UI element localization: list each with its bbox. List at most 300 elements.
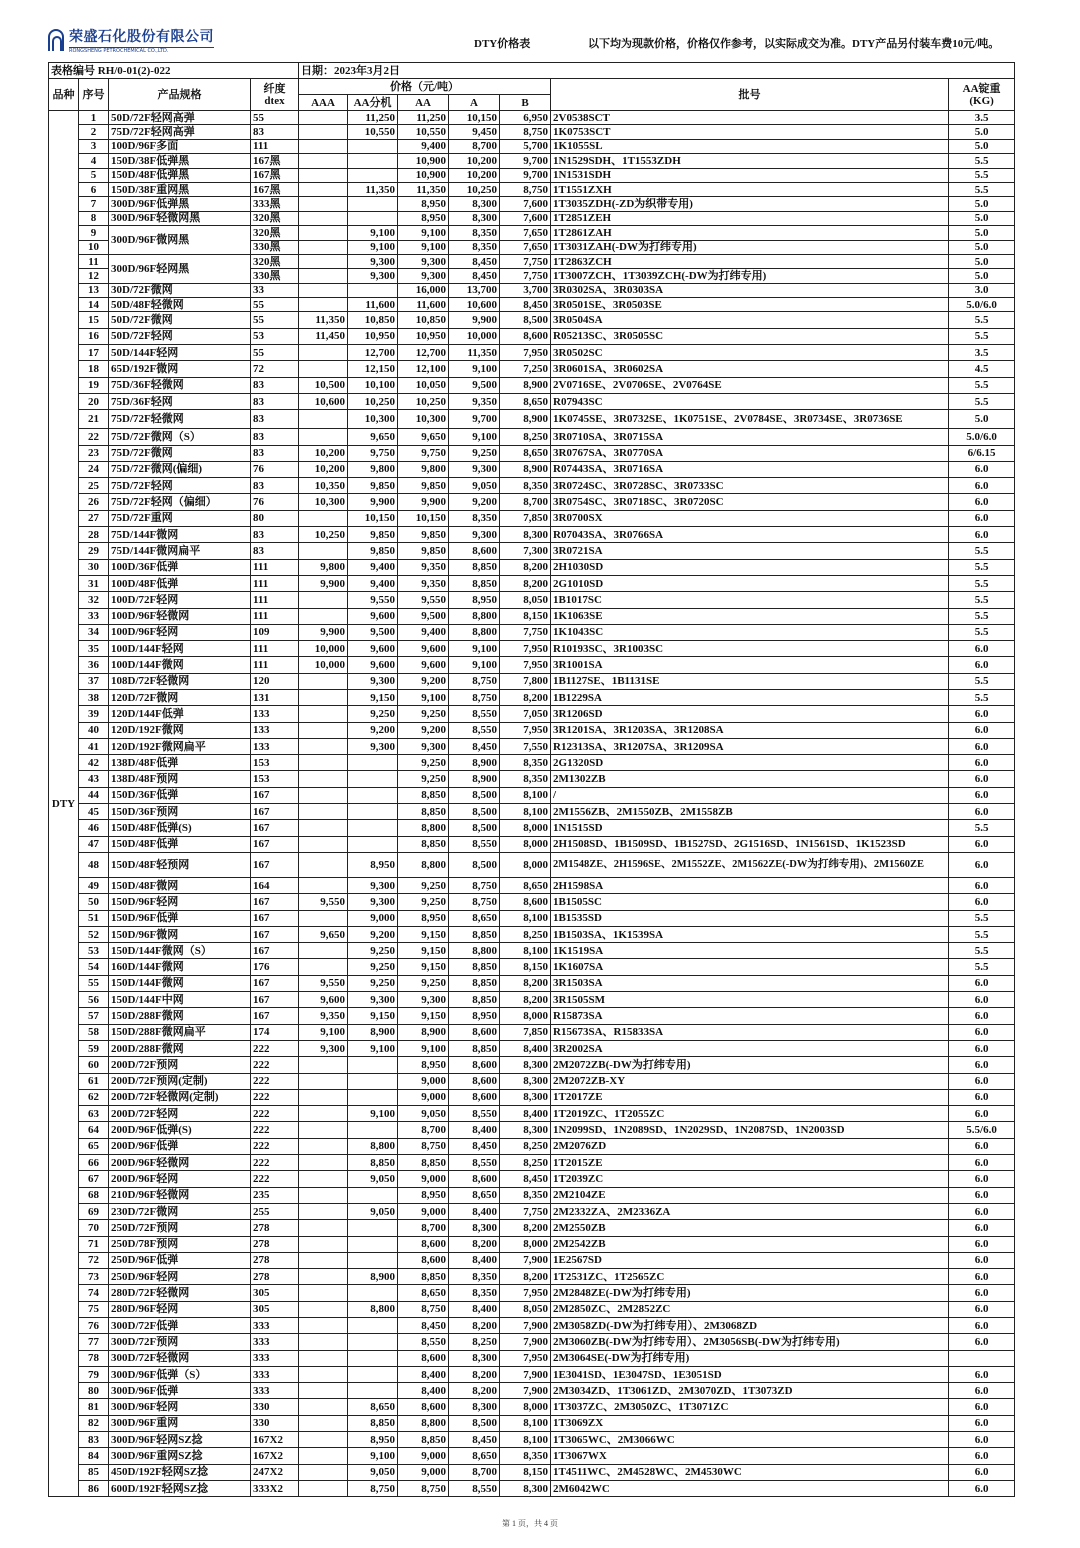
spec: 100D/96F轻网 [109,624,251,640]
spec: 100D/72F轻网 [109,592,251,608]
aa-weight: 6.0 [949,787,1015,803]
dtex: 222 [251,1171,299,1187]
lot-number: 1T2017ZE [551,1089,949,1105]
price-aa: 10,250 [398,393,449,409]
price-aa: 11,600 [398,298,449,312]
price-b: 7,600 [500,211,551,225]
spec: 50D/48F轻微网 [109,298,251,312]
dtex: 167 [251,804,299,820]
company-logo [48,26,214,54]
price-aaa [299,226,348,240]
aa-weight: 5.0 [949,125,1015,139]
row-no: 21 [79,410,109,429]
price-a: 9,100 [449,361,500,377]
lot-number: R07943SC [551,393,949,409]
dtex: 333 [251,1383,299,1399]
row-no: 34 [79,624,109,640]
price-aaa: 9,800 [299,559,348,575]
lot-number: 1B1127SE、1B1131SE [551,673,949,689]
table-row [49,943,1015,959]
price-b: 8,300 [500,1073,551,1089]
row-no: 73 [79,1269,109,1285]
price-b: 7,600 [500,197,551,211]
price-aaa [299,510,348,526]
price-aa: 8,600 [398,1399,449,1415]
price-aa-split: 9,100 [348,1040,398,1056]
row-no: 82 [79,1415,109,1431]
price-b: 8,250 [500,1138,551,1154]
price-aa: 9,250 [398,771,449,787]
price-aaa: 9,550 [299,975,348,991]
row-no: 4 [79,154,109,168]
price-aa-split [348,1187,398,1203]
price-aaa [299,182,348,196]
price-b: 7,300 [500,543,551,559]
row-no: 72 [79,1252,109,1268]
price-aa: 8,850 [398,1269,449,1285]
dtex: 83 [251,377,299,393]
price-b: 8,000 [500,836,551,852]
price-aa-split: 9,100 [348,226,398,240]
price-aaa [299,283,348,297]
price-a: 8,650 [449,910,500,926]
price-a: 8,750 [449,894,500,910]
price-a: 10,600 [449,298,500,312]
dtex: 133 [251,722,299,738]
price-a: 10,200 [449,168,500,182]
price-aaa [299,1464,348,1480]
aa-weight: 5.5 [949,328,1015,344]
table-row [49,377,1015,393]
dtex: 133 [251,706,299,722]
price-aaa [299,836,348,852]
col-variety: 品种 [49,79,79,111]
price-a: 8,350 [449,1285,500,1301]
lot-number: 2M2076ZD [551,1138,949,1154]
dtex: 33 [251,283,299,297]
spec: 200D/96F低弹 [109,1138,251,1154]
col-aaa: AAA [299,95,348,111]
price-aa: 8,750 [398,1301,449,1317]
dtex: 83 [251,478,299,494]
price-aaa [299,820,348,836]
date: 日期：2023年3月2日 [299,63,1015,79]
dtex: 153 [251,771,299,787]
price-aa-split: 9,250 [348,706,398,722]
table-row [49,771,1015,787]
row-no: 35 [79,641,109,657]
spec: 160D/144F微网 [109,959,251,975]
lot-number: 1T3067WX [551,1448,949,1464]
price-aaa [299,959,348,975]
table-row [49,1285,1015,1301]
lot-number: 1T3035ZDH(-ZD为织带专用) [551,197,949,211]
price-b: 8,200 [500,575,551,591]
table-row [49,877,1015,893]
row-no: 9 [79,226,109,240]
price-a: 8,550 [449,706,500,722]
spec: 75D/72F轻网高弹 [109,125,251,139]
lot-number: 2M2072ZB-XY [551,1073,949,1089]
lot-number: 3R1505SM [551,992,949,1008]
row-no: 3 [79,139,109,153]
dtex: 278 [251,1236,299,1252]
price-aaa [299,1171,348,1187]
price-a: 8,450 [449,254,500,268]
price-aa-split [348,1334,398,1350]
row-no: 61 [79,1073,109,1089]
price-b: 8,300 [500,1480,551,1496]
price-a: 11,350 [449,345,500,361]
price-a: 8,700 [449,139,500,153]
price-b: 7,850 [500,510,551,526]
aa-weight: 6.0 [949,1106,1015,1122]
price-aa-split [348,1350,398,1366]
aa-weight: 6.0 [949,1432,1015,1448]
aa-weight: 6.0 [949,461,1015,477]
table-row [49,624,1015,640]
price-b: 8,200 [500,690,551,706]
row-no: 5 [79,168,109,182]
lot-number: 2V0716SE、2V0706SE、2V0764SE [551,377,949,393]
price-a: 8,550 [449,1155,500,1171]
aa-weight: 6.0 [949,1236,1015,1252]
aa-weight: 5.5 [949,312,1015,328]
aa-weight: 6.0 [949,1415,1015,1431]
price-b: 7,900 [500,1252,551,1268]
price-b: 8,700 [500,494,551,510]
aa-weight: 6.0 [949,1301,1015,1317]
aa-weight: 3.5 [949,345,1015,361]
price-a: 8,500 [449,1415,500,1431]
price-b: 8,450 [500,1171,551,1187]
price-aaa: 9,900 [299,624,348,640]
lot-number: 2V0538SCT [551,111,949,125]
row-no: 50 [79,894,109,910]
dtex: 174 [251,1024,299,1040]
price-aaa [299,673,348,689]
price-aaa: 9,100 [299,1024,348,1040]
spec: 150D/144F微网（S） [109,943,251,959]
price-aa-split: 9,100 [348,1106,398,1122]
col-weight [949,79,1015,111]
price-aa: 8,600 [398,1236,449,1252]
price-aa: 8,850 [398,836,449,852]
price-aa: 8,400 [398,1383,449,1399]
price-aaa [299,804,348,820]
price-a: 8,550 [449,722,500,738]
price-aa-split [348,787,398,803]
price-aaa [299,1334,348,1350]
price-aa: 9,200 [398,722,449,738]
lot-number: 1T2015ZE [551,1155,949,1171]
spec: 150D/96F低弹 [109,910,251,926]
table-row [49,345,1015,361]
price-aa-split: 9,750 [348,445,398,461]
aa-weight: 6.0 [949,657,1015,673]
row-no: 30 [79,559,109,575]
price-aa: 9,100 [398,226,449,240]
lot-number: 2M2104ZE [551,1187,949,1203]
aa-weight: 6.0 [949,1040,1015,1056]
table-row [49,1301,1015,1317]
lot-number: 1N1531SDH [551,168,949,182]
row-no: 27 [79,510,109,526]
dtex: 167 [251,926,299,942]
price-aaa [299,1236,348,1252]
price-aa-split: 8,950 [348,1432,398,1448]
table-row [49,641,1015,657]
spec: 100D/144F微网 [109,657,251,673]
price-a: 9,450 [449,125,500,139]
dtex: 55 [251,298,299,312]
lot-number: 1B1229SA [551,690,949,706]
aa-weight: 5.5 [949,690,1015,706]
aa-weight: 5.5 [949,926,1015,942]
dtex: 167X2 [251,1448,299,1464]
price-aaa [299,608,348,624]
price-aa: 9,350 [398,559,449,575]
company-name-en: RONGSHENG PETROCHEMICAL CO.,LTD. [69,47,214,54]
price-aa-split: 9,300 [348,269,398,283]
price-aa: 10,300 [398,410,449,429]
price-a: 8,450 [449,1432,500,1448]
price-aa-split: 9,500 [348,624,398,640]
price-aa: 8,950 [398,197,449,211]
price-b: 8,350 [500,478,551,494]
aa-weight: 6.0 [949,1171,1015,1187]
lot-number: R05213SC、3R0505SC [551,328,949,344]
row-no: 8 [79,211,109,225]
spec: 75D/36F轻微网 [109,377,251,393]
dtex: 222 [251,1040,299,1056]
price-aa-split: 9,200 [348,722,398,738]
price-a: 8,300 [449,1220,500,1236]
table-row [49,1350,1015,1366]
spec: 230D/72F微网 [109,1203,251,1219]
dtex: 80 [251,510,299,526]
table-row [49,975,1015,991]
table-row [49,673,1015,689]
price-a: 9,050 [449,478,500,494]
aa-weight: 6.0 [949,1252,1015,1268]
row-no: 86 [79,1480,109,1496]
price-aaa [299,154,348,168]
table-row [49,197,1015,211]
price-aa: 9,300 [398,269,449,283]
price-notice: 以下均为现款价格，价格仅作参考，以实际成交为准。DTY产品另付装车费10元/吨。 [588,38,1000,50]
row-no: 40 [79,722,109,738]
row-no: 84 [79,1448,109,1464]
col-weight-label: AA锭重 [962,82,1001,95]
table-row [49,410,1015,429]
row-no: 37 [79,673,109,689]
price-a: 9,200 [449,494,500,510]
table-row [49,154,1015,168]
lot-number: 1N1529SDH、1T1553ZDH [551,154,949,168]
spec: 100D/96F多面 [109,139,251,153]
dtex: 176 [251,959,299,975]
row-no: 55 [79,975,109,991]
price-aaa: 10,200 [299,461,348,477]
price-a: 10,000 [449,328,500,344]
dtex: 167黑 [251,182,299,196]
price-aaa [299,1383,348,1399]
price-aa: 9,250 [398,975,449,991]
price-aa-split: 10,100 [348,377,398,393]
price-b: 7,950 [500,1285,551,1301]
row-no: 41 [79,738,109,754]
price-aaa [299,1269,348,1285]
price-aaa [299,943,348,959]
spec: 150D/48F低弹(S) [109,820,251,836]
price-aaa [299,298,348,312]
aa-weight: 5.5 [949,608,1015,624]
spec: 300D/96F低弹黑 [109,197,251,211]
price-b: 8,000 [500,852,551,877]
price-aa-split: 9,050 [348,1203,398,1219]
price-b: 8,450 [500,298,551,312]
lot-number: 1K0753SCT [551,125,949,139]
table-row [49,494,1015,510]
lot-number: 3R1201SA、3R1203SA、3R1208SA [551,722,949,738]
table-row [49,1366,1015,1382]
lot-number: 3R0754SC、3R0718SC、3R0720SC [551,494,949,510]
price-aaa [299,1203,348,1219]
price-aa-split: 8,850 [348,1415,398,1431]
aa-weight: 6.0 [949,755,1015,771]
spec: 65D/192F微网 [109,361,251,377]
price-aaa [299,690,348,706]
row-no: 14 [79,298,109,312]
price-aa-split: 11,250 [348,111,398,125]
col-aa-split: AA分机 [348,95,398,111]
price-aaa [299,910,348,926]
price-a: 8,600 [449,1073,500,1089]
spec: 120D/192F微网 [109,722,251,738]
lot-number: 1T2019ZC、1T2055ZC [551,1106,949,1122]
price-aa-split [348,1366,398,1382]
aa-weight: 6.0 [949,494,1015,510]
price-a: 9,100 [449,657,500,673]
row-no: 43 [79,771,109,787]
price-aa: 9,250 [398,706,449,722]
price-aa: 9,150 [398,959,449,975]
price-aa: 10,900 [398,154,449,168]
lot-number: 3R0302SA、3R0303SA [551,283,949,297]
price-aa: 9,900 [398,494,449,510]
row-no: 7 [79,197,109,211]
col-no: 序号 [79,79,109,111]
aa-weight: 6.0 [949,527,1015,543]
aa-weight: 6.0 [949,478,1015,494]
row-no: 77 [79,1334,109,1350]
price-a: 9,350 [449,393,500,409]
price-aa: 8,700 [398,1220,449,1236]
price-a: 13,700 [449,283,500,297]
table-row [49,1089,1015,1105]
price-b: 8,000 [500,820,551,836]
row-no: 1 [79,111,109,125]
price-b: 8,150 [500,959,551,975]
lot-number: R07043SA、3R0766SA [551,527,949,543]
dtex: 333 [251,1334,299,1350]
price-a: 8,200 [449,1383,500,1399]
price-b: 9,700 [500,168,551,182]
table-row [49,657,1015,673]
row-no: 11 [79,254,109,268]
price-aaa [299,1138,348,1154]
price-aa-split: 10,300 [348,410,398,429]
spec: 300D/96F低弹 [109,1383,251,1399]
price-aaa [299,1285,348,1301]
price-aaa: 11,350 [299,312,348,328]
price-aa: 12,700 [398,345,449,361]
price-aa-split: 11,350 [348,182,398,196]
dtex: 222 [251,1073,299,1089]
table-row [49,1236,1015,1252]
price-aaa [299,1155,348,1171]
price-aa-split [348,1089,398,1105]
table-row [49,393,1015,409]
aa-weight: 5.0 [949,226,1015,240]
price-aaa [299,345,348,361]
lot-number: 1T4511WC、2M4528WC、2M4530WC [551,1464,949,1480]
price-aa: 9,400 [398,624,449,640]
row-no: 85 [79,1464,109,1480]
price-aa: 10,550 [398,125,449,139]
lot-number: R12313SA、3R1207SA、3R1209SA [551,738,949,754]
spec: 75D/144F微网 [109,527,251,543]
price-aa: 8,800 [398,852,449,877]
price-b: 7,250 [500,361,551,377]
table-row [49,1008,1015,1024]
price-aa-split: 10,950 [348,328,398,344]
price-aaa [299,1399,348,1415]
price-b: 7,900 [500,1334,551,1350]
price-aa-split [348,1252,398,1268]
price-a: 9,500 [449,377,500,393]
price-aa: 8,400 [398,1366,449,1382]
price-a: 8,500 [449,820,500,836]
row-no: 78 [79,1350,109,1366]
lot-number: 2M2332ZA、2M2336ZA [551,1203,949,1219]
table-row [49,1480,1015,1496]
row-no: 32 [79,592,109,608]
price-aa-split: 9,300 [348,992,398,1008]
dtex: 83 [251,445,299,461]
price-aa: 10,850 [398,312,449,328]
spec: 108D/72F轻微网 [109,673,251,689]
spec: 150D/144F中网 [109,992,251,1008]
spec: 50D/144F轻网 [109,345,251,361]
lot-number: 1T3069ZX [551,1415,949,1431]
dtex: 167 [251,820,299,836]
lot-number: R10193SC、3R1003SC [551,641,949,657]
table-row [49,722,1015,738]
price-aa: 9,000 [398,1448,449,1464]
dtex: 278 [251,1269,299,1285]
price-a: 8,200 [449,1366,500,1382]
aa-weight: 6.0 [949,1024,1015,1040]
price-aa-split: 9,200 [348,926,398,942]
price-aa-split: 8,950 [348,852,398,877]
price-aa: 8,850 [398,787,449,803]
price-aa-split: 10,150 [348,510,398,526]
aa-weight: 6.0 [949,738,1015,754]
price-aa: 9,500 [398,608,449,624]
table-row [49,926,1015,942]
